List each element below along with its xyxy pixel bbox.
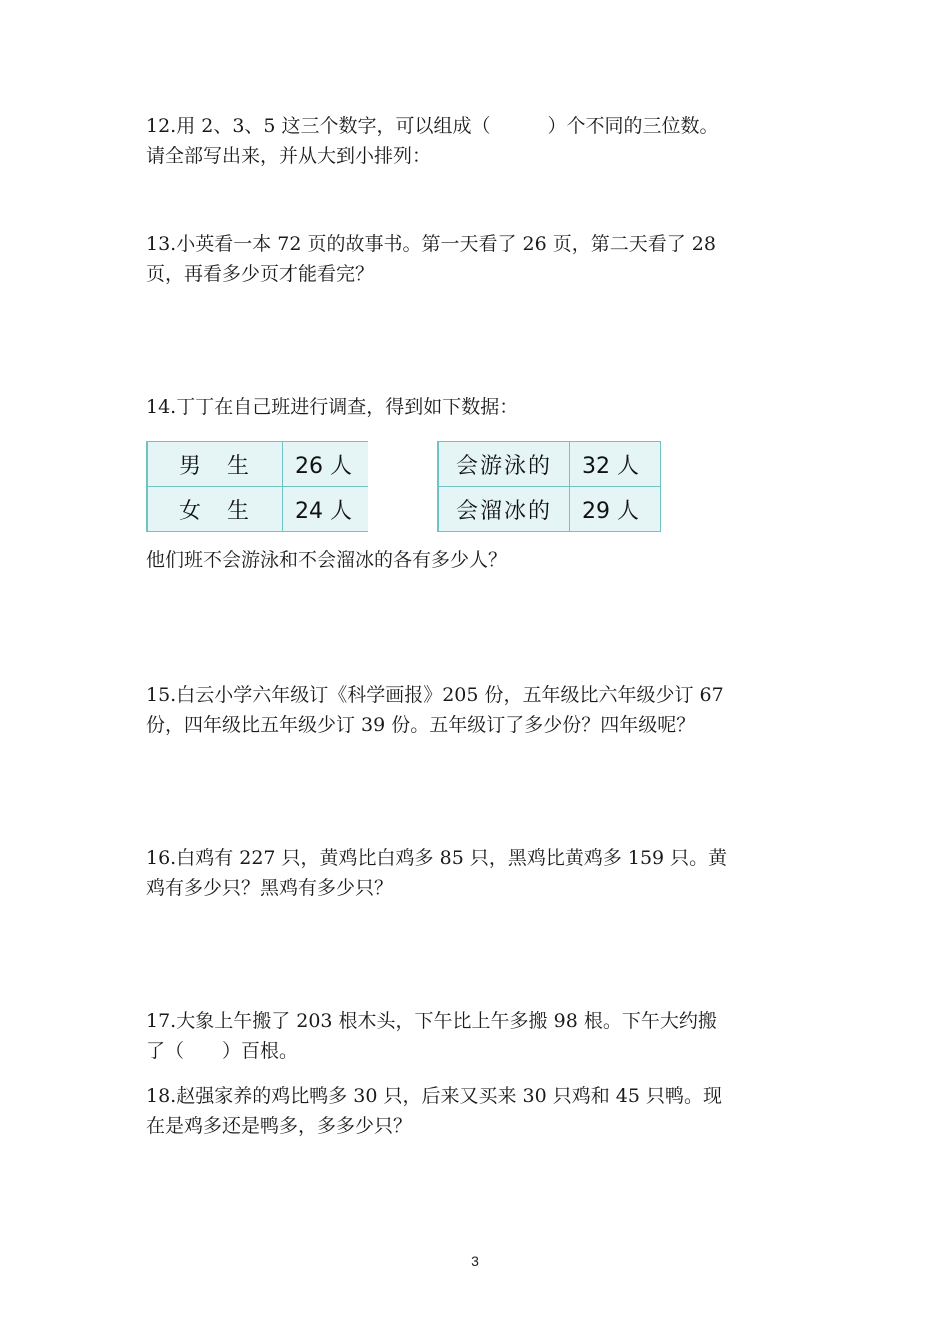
question-18: [146, 1081, 806, 1141]
table-value: 24 人: [283, 487, 369, 532]
table-row: [147, 442, 368, 487]
question-line: 份，四年级比五年级少订 39 份。五年级订了多少份？四年级呢？: [146, 714, 696, 736]
question-line: 页，再看多少页才能看完？: [146, 263, 375, 285]
question-16: [146, 843, 806, 903]
table-value: 29 人: [570, 487, 661, 532]
question-line: 请全部写出来，并从大到小排列：: [146, 145, 432, 167]
table-row: [147, 487, 368, 532]
table-row: [438, 442, 661, 487]
table-row: [438, 487, 661, 532]
question-line: 13.小英看一本 72 页的故事书。第一天看了 26 页，第二天看了 28: [146, 233, 716, 255]
table-value: 32 人: [570, 442, 661, 487]
question-line: 在是鸡多还是鸭多，多多少只？: [146, 1115, 413, 1137]
question-12: [146, 111, 806, 171]
question-line: 17.大象上午搬了 203 根木头，下午比上午多搬 98 根。下午大约搬: [146, 1010, 717, 1032]
question-17: [146, 1006, 806, 1066]
table-label: 会游泳的: [438, 442, 570, 487]
table-label: 男 生: [147, 442, 283, 487]
question-line: 12.用 2、3、5 这三个数字，可以组成（ ）个不同的三位数。: [146, 115, 719, 137]
question-line: 他们班不会游泳和不会溜冰的各有多少人？: [146, 549, 508, 571]
question-line: 18.赵强家养的鸡比鸭多 30 只，后来又买来 30 只鸡和 45 只鸭。现: [146, 1085, 722, 1107]
question-line: 16.白鸡有 227 只，黄鸡比白鸡多 85 只，黑鸡比黄鸡多 159 只。黄: [146, 847, 728, 869]
question-line: 14.丁丁在自己班进行调查，得到如下数据：: [146, 396, 519, 418]
question-line: 鸡有多少只？黑鸡有多少只？: [146, 877, 394, 899]
table-value: 26 人: [283, 442, 369, 487]
gender-table: [146, 441, 368, 532]
question-line: 了（ ）百根。: [146, 1040, 299, 1062]
table-label: 会溜冰的: [438, 487, 570, 532]
question-15: [146, 680, 806, 740]
skills-table: [437, 441, 661, 532]
question-14: [146, 392, 806, 422]
page-number: 3: [471, 1253, 479, 1269]
question-line: 15.白云小学六年级订《科学画报》205 份，五年级比六年级少订 67: [146, 684, 724, 706]
table-label: 女 生: [147, 487, 283, 532]
question-13: [146, 229, 806, 289]
question-14-followup: [146, 545, 806, 575]
